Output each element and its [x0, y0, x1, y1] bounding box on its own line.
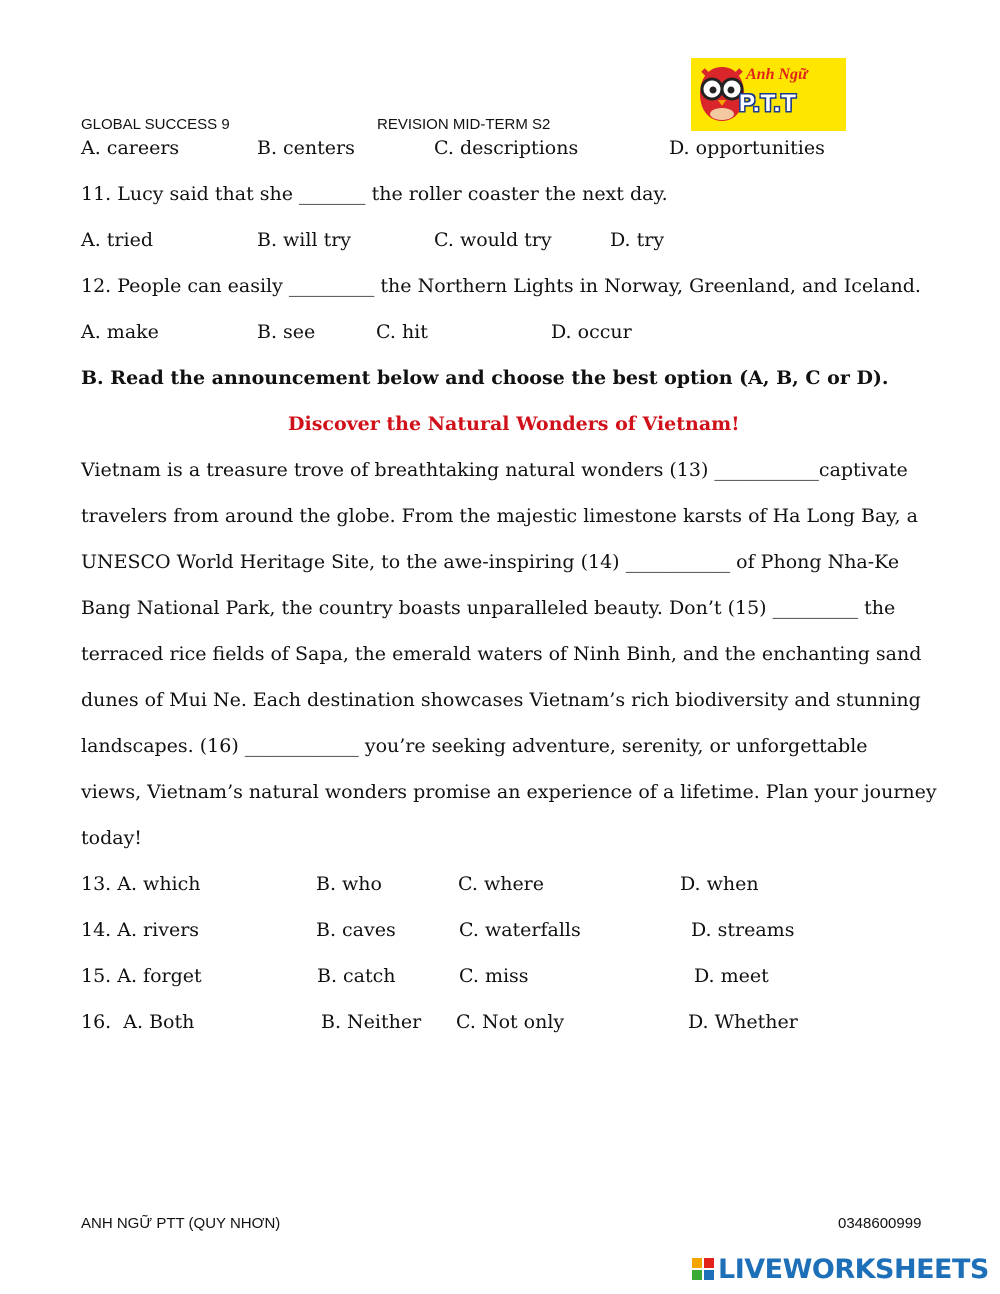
footer-school: ANH NGỮ PTT (QUY NHƠN) [81, 1215, 281, 1232]
q11-stem: 11. Lucy said that she _______ the roller coaster the next day. [81, 183, 668, 205]
liveworksheets-wordmark: LIVEWORKSHEETS [718, 1254, 989, 1285]
q11-option-d: D. try [610, 229, 665, 251]
q15-option-c: C. miss [459, 965, 529, 987]
q10-option-c: C. descriptions [434, 137, 579, 159]
logo-text-top: Anh Ngữ [746, 66, 808, 83]
q11-option-b: B. will try [257, 229, 352, 251]
q15-option-a: 15. A. forget [81, 965, 202, 987]
paragraph-line: UNESCO World Heritage Site, to the awe-inspiring (14) ___________ of Phong Nha-Ke [81, 551, 900, 573]
logo-text-main: P.T.T [739, 90, 797, 117]
q10-option-d: D. opportunities [669, 137, 825, 159]
q13-option-b: B. who [316, 873, 382, 895]
q16-option-c: C. Not only [456, 1011, 565, 1033]
paragraph-line: Bang National Park, the country boasts unparalleled beauty. Don’t (15) _________ the [81, 597, 896, 619]
q12-option-a: A. make [81, 321, 159, 343]
paragraph-line: views, Vietnam’s natural wonders promise an experience of a lifetime. Plan your journey [81, 781, 937, 803]
q12-option-c: C. hit [376, 321, 428, 343]
q15-option-d: D. meet [694, 965, 769, 987]
q14-option-a: 14. A. rivers [81, 919, 200, 941]
q11-option-c: C. would try [434, 229, 552, 251]
q13-option-d: D. when [680, 873, 759, 895]
q12-option-d: D. occur [551, 321, 632, 343]
q12-option-b: B. see [257, 321, 316, 343]
q13-option-a: 13. A. which [81, 873, 201, 895]
paragraph-line: travelers from around the globe. From the majestic limestone karsts of Ha Long Bay, a [81, 505, 918, 527]
q16-option-b: B. Neither [321, 1011, 422, 1033]
header-course: GLOBAL SUCCESS 9 [81, 116, 230, 133]
q10-option-b: B. centers [257, 137, 355, 159]
paragraph-line: dunes of Mui Ne. Each destination showcases Vietnam’s rich biodiversity and stunning [81, 689, 921, 711]
section-b-instruction: B. Read the announcement below and choose the best option (A, B, C or D). [81, 367, 889, 389]
q11-option-a: A. tried [81, 229, 154, 251]
q13-option-c: C. where [458, 873, 545, 895]
q16-option-a: 16. A. Both [81, 1011, 195, 1033]
liveworksheets-brand [692, 1254, 992, 1286]
q14-option-d: D. streams [691, 919, 795, 941]
q10-option-a: A. careers [81, 137, 180, 159]
q15-option-b: B. catch [317, 965, 396, 987]
q12-stem: 12. People can easily _________ the Northern Lights in Norway, Greenland, and Iceland. [81, 275, 921, 297]
q14-option-c: C. waterfalls [459, 919, 581, 941]
q16-option-d: D. Whether [688, 1011, 798, 1033]
paragraph-line: today! [81, 827, 142, 849]
q14-option-b: B. caves [316, 919, 396, 941]
paragraph-line: terraced rice fields of Sapa, the emerald waters of Ninh Binh, and the enchanting sand [81, 643, 922, 665]
brand-logo [691, 58, 846, 131]
header-title: REVISION MID-TERM S2 [377, 116, 551, 133]
paragraph-line: Vietnam is a treasure trove of breathtaking natural wonders (13) ___________captivate [81, 459, 908, 481]
announcement-title: Discover the Natural Wonders of Vietnam! [288, 413, 740, 435]
footer-phone: 0348600999 [838, 1215, 922, 1232]
paragraph-line: landscapes. (16) ____________ you’re seeking adventure, serenity, or unforgettable [81, 735, 868, 757]
liveworksheets-logo-icon [692, 1258, 714, 1280]
